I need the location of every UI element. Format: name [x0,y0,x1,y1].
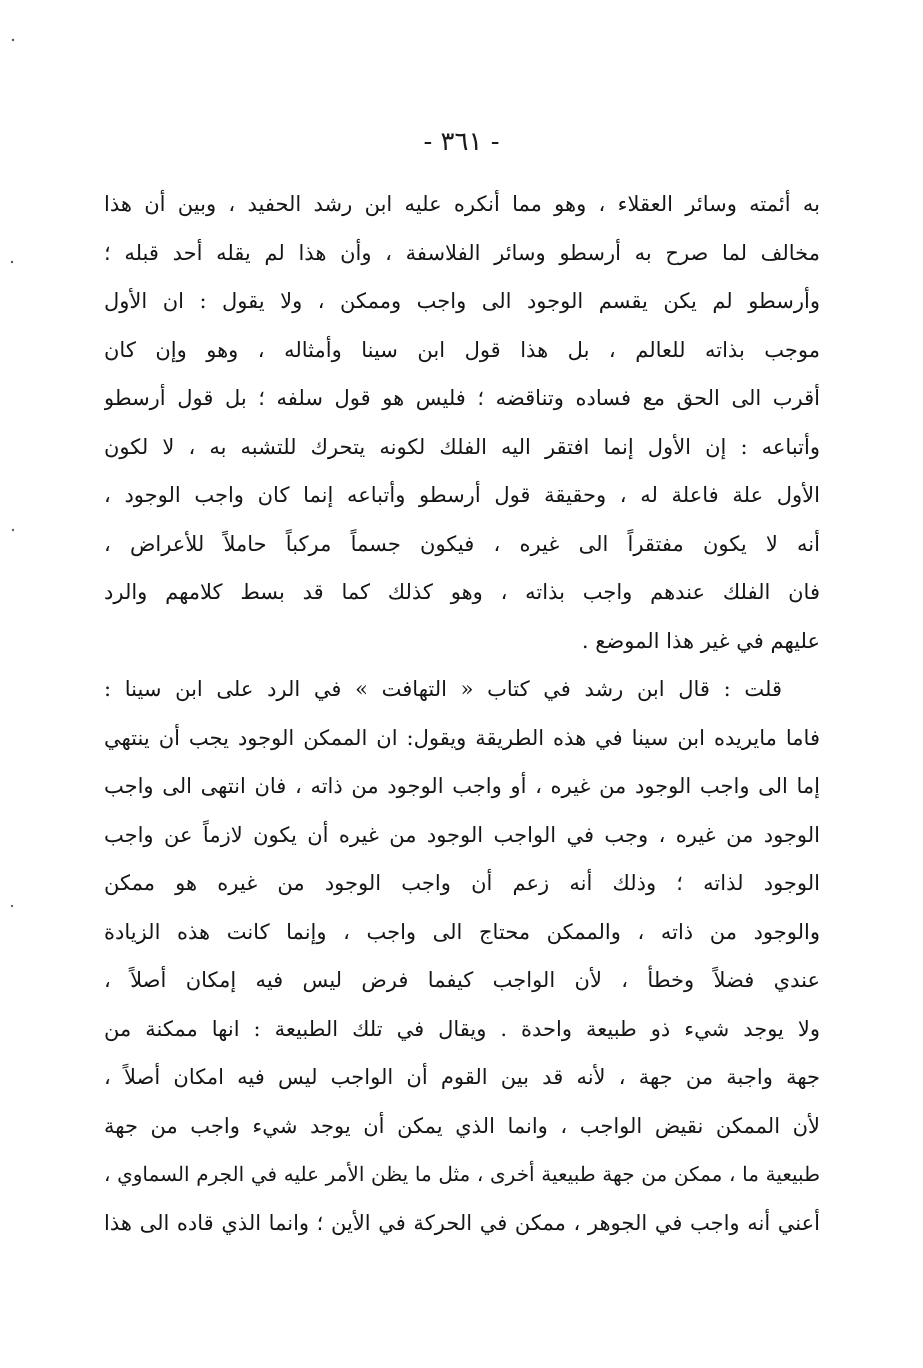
text-line: والوجود من ذاته ، والممكن محتاج الى واجب ، وإنما كانت هذه الزيادة [104,919,820,944]
text-line: ولا يوجد شيء ذو طبيعة واحدة . ويقال في تلك الطبيعة : انها ممكنة من [104,1016,820,1041]
text-line: الأول علة فاعلة له ، وحقيقة قول أرسطو وأتباعه إنما كان واجب الوجود ، [104,483,820,507]
text-line: أنه لا يكون مفتقراً الى غيره ، فيكون جسماً مركباً حاملاً للأعراض ، [104,531,820,556]
margin-speck-marks [10,0,16,1368]
text-line: طبيعية ما ، ممكن من جهة طبيعية أخرى ، مثل ما يظن الأمر عليه في الجرم السماوي ، [104,1162,820,1186]
text-line: موجب بذاته للعالم ، بل هذا قول ابن سينا وأمثاله ، وهو وإن كان [104,337,820,362]
paragraph-start-line: قلت : قال ابن رشد في كتاب « التهافت » في الرد على ابن سينا : [104,677,782,701]
text-line: الوجود من غيره ، وجب في الواجب الوجود من غيره أن يكون لازماً عن واجب [104,822,820,847]
text-line: وأتباعه : إن الأول إنما افتقر اليه الفلك لكونه يتحرك للتشبه به ، لا لكون [104,434,820,459]
text-line: به أئمته وسائر العقلاء ، وهو مما أنكره عليه ابن رشد الحفيد ، وبين أن هذا [104,192,820,216]
text-line: فان الفلك عندهم واجب بذاته ، وهو كذلك كما قد بسط كلامهم والرد [104,580,820,604]
text-line: وأرسطو لم يكن يقسم الوجود الى واجب وممكن ، ولا يقول : ان الأول [104,289,820,313]
body-text [104,180,820,1247]
text-line: مخالف لما صرح به أرسطو وسائر الفلاسفة ، وأن هذا لم يقله أحد قبله ؛ [104,240,820,265]
text-line: إما الى واجب الوجود من غيره ، أو واجب الوجود من ذاته ، فان انتهى الى واجب [104,774,820,798]
text-line: لأن الممكن نقيض الواجب ، وانما الذي يمكن أن يوجد شيء واجب من جهة [104,1113,820,1138]
text-line: عندي فضلاً وخطأ ، لأن الواجب كيفما فرض ليس فيه إمكان أصلاً ، [104,968,820,992]
text-line: أعني أنه واجب في الجوهر ، ممكن في الحركة في الأين ؛ وانما الذي قاده الى هذا [104,1210,820,1235]
text-line: فاما مايريده ابن سينا في هذه الطريقة ويقول: ان الممكن الوجود يجب أن ينتهي [104,725,820,750]
text-line: جهة واجبة من جهة ، لأنه قد بين القوم أن الواجب ليس فيه امكان أصلاً ، [104,1065,820,1089]
text-line: الوجود لذاته ؛ وذلك أنه زعم أن واجب الوجود من غيره هو ممكن [104,871,820,895]
text-line: عليهم في غير هذا الموضع . [581,628,820,653]
text-line: أقرب الى الحق مع فساده وتناقضه ؛ فليس هو قول سلفه ؛ بل قول أرسطو [104,386,820,410]
page-number: - ٣٦١ - [423,127,500,157]
